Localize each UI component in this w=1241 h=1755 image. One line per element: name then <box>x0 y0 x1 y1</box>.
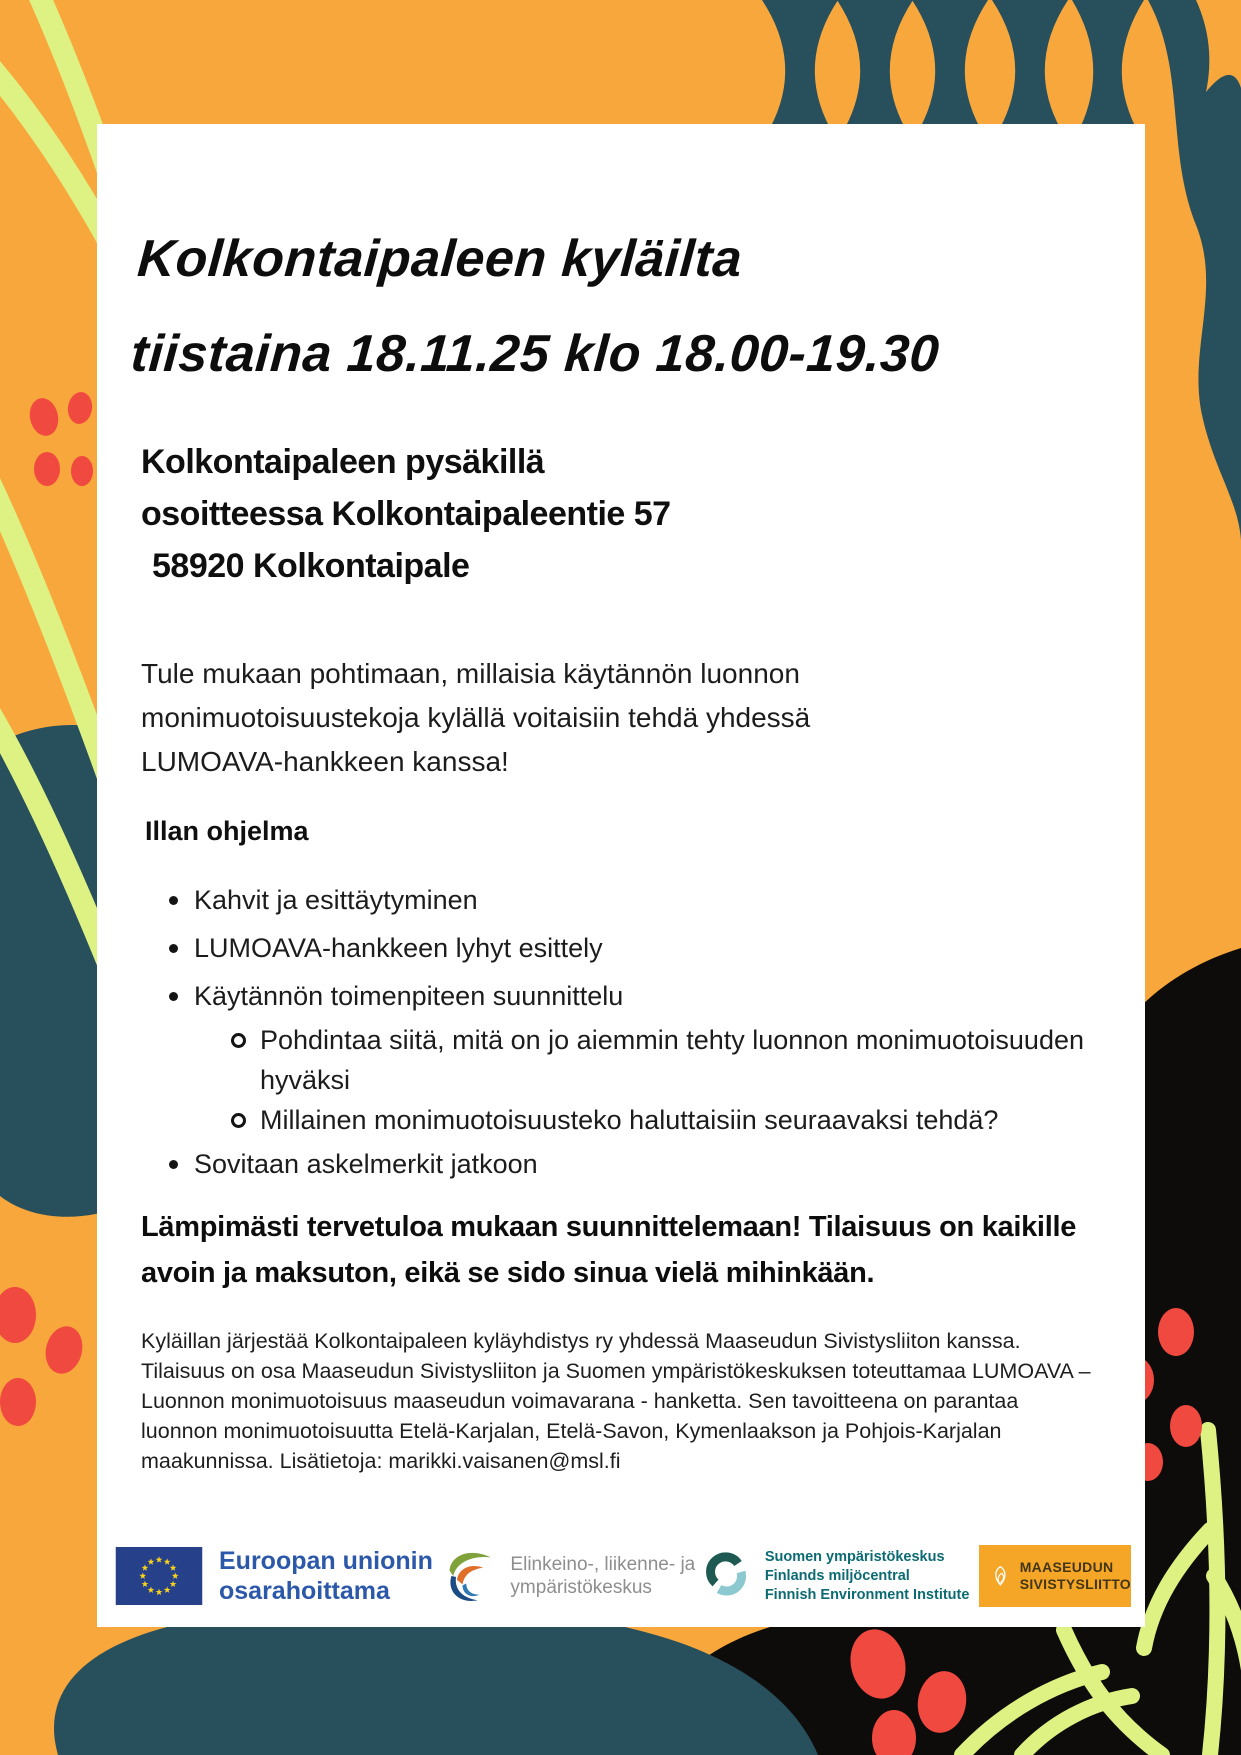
event-title-line2: tiistaina 18.11.25 klo 18.00-19.30 <box>129 325 942 383</box>
eu-logo <box>115 1546 433 1606</box>
intro-paragraph: Tule mukaan pohtimaan, millaisia käytännön luonnon monimuotoisuustekoja kylällä voitaisiin tehdä yhdessä LUMOAVA-hankkeen kanssa! <box>141 658 811 777</box>
bullet-icon <box>169 944 178 953</box>
ely-leaf-icon <box>442 1547 498 1605</box>
program-item <box>141 972 1101 1020</box>
msl-logo <box>979 1545 1131 1607</box>
program-heading: Illan ohjelma <box>145 816 309 846</box>
program-subitem-label: Pohdintaa siitä, mitä on jo aiemmin tehty luonnon monimuotoisuuden hyväksi <box>260 1025 1084 1095</box>
msl-logo-line2: SIVISTYSLIITTO <box>1019 1576 1131 1592</box>
circle-bullet-icon <box>231 1033 246 1048</box>
program-item-label: Sovitaan askelmerkit jatkoon <box>194 1149 538 1179</box>
syke-logo-line2: Finlands miljöcentral <box>764 1567 910 1584</box>
program-item-label: LUMOAVA-hankkeen lyhyt esittely <box>194 933 603 963</box>
program-list <box>141 876 1101 1188</box>
event-address <box>141 436 1081 592</box>
address-line: Kolkontaipaleen pysäkillä <box>141 443 545 481</box>
ely-logo-text <box>510 1553 695 1599</box>
funder-logo-row <box>115 1544 1131 1608</box>
event-title-line1: Kolkontaipaleen kyläilta <box>135 230 745 288</box>
event-title <box>128 212 1121 402</box>
poster-card <box>97 124 1145 1627</box>
program-item <box>141 876 1101 924</box>
ely-logo-line2: ympäristökeskus <box>510 1577 652 1598</box>
bullet-icon <box>169 896 178 905</box>
program-item <box>141 924 1101 972</box>
closing-invitation: Lämpimästi tervetuloa mukaan suunnittelemaan! Tilaisuus on kaikille avoin ja maksuton, eikä se sido sinua vielä mihinkään. <box>141 1211 1077 1289</box>
msl-leaf-icon <box>991 1559 1010 1593</box>
eu-flag-icon <box>115 1547 203 1605</box>
fine-print: Kyläillan järjestää Kolkontaipaleen kyläyhdistys ry yhdessä Maaseudun Sivistysliiton kanssa. Tilaisuus on osa Maaseudun Sivistysliiton ja Suomen ympäristökeskuksen toteuttamaa LUMOAVA – Luonnon monimuotoisuus maaseudun voimavarana - hanketta. Sen tavoitteena on parantaa luonnon monimuotoisuutta Etelä-Karjalan, Etelä-Savon, Kymenlaakson ja Pohjois-Karjalan maakunnissa. Lisätietoja: marikki.vaisanen@msl.fi <box>141 1329 1091 1473</box>
bullet-icon <box>169 1160 178 1169</box>
bullet-icon <box>169 992 178 1001</box>
program-item-label: Kahvit ja esittäytyminen <box>194 885 478 915</box>
msl-logo-line1: MAASEUDUN <box>1019 1559 1114 1575</box>
syke-logo-line3: Finnish Environment Institute <box>764 1586 970 1603</box>
program-subitem <box>141 1100 1101 1140</box>
msl-logo-text <box>1020 1559 1131 1593</box>
program-item <box>141 1140 1101 1188</box>
syke-logo-text <box>765 1548 970 1605</box>
syke-logo-line1: Suomen ympäristökeskus <box>764 1548 945 1565</box>
program-subitem-label: Millainen monimuotoisuusteko haluttaisiin seuraavaksi tehdä? <box>260 1105 999 1135</box>
address-line: 58920 Kolkontaipale <box>152 547 470 585</box>
program-item-label: Käytännön toimenpiteen suunnittelu <box>194 981 624 1011</box>
circle-bullet-icon <box>231 1113 246 1128</box>
syke-circle-icon <box>705 1552 753 1600</box>
ely-logo-line1: Elinkeino-, liikenne- ja <box>510 1554 696 1575</box>
syke-logo <box>705 1548 970 1605</box>
program-subitem <box>141 1020 1101 1100</box>
eu-logo-line1: Euroopan unionin <box>219 1547 433 1575</box>
address-line: osoitteessa Kolkontaipaleentie 57 <box>141 495 671 533</box>
eu-logo-text <box>219 1546 433 1606</box>
eu-logo-line2: osarahoittama <box>219 1577 390 1605</box>
ely-logo <box>442 1547 695 1605</box>
